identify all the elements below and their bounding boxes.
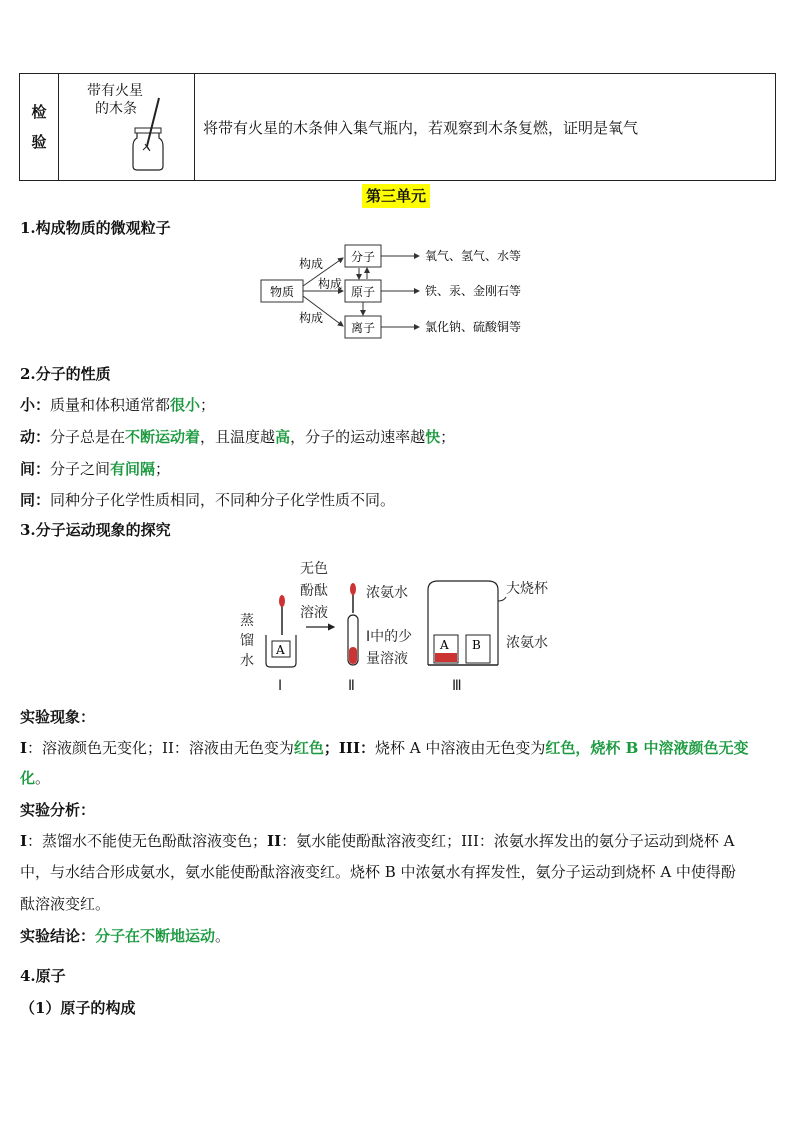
analysis-line3: 酞溶液变红。: [20, 895, 111, 913]
phenomenon-p4: 烧杯 A 中溶液由无色变为: [374, 739, 546, 757]
same-key: 同：: [20, 491, 51, 509]
move-text4: ；: [440, 428, 456, 446]
move-hl1: 不断运动着: [125, 428, 201, 446]
conclusion-line: [20, 926, 230, 946]
big-beaker-label: 大烧杯: [506, 581, 548, 597]
ammonia2-label: 浓氨水: [506, 635, 548, 651]
beaker-b-label: B: [472, 638, 481, 652]
small-amount-1: Ⅰ中的少: [366, 629, 413, 645]
section4-title: 4.原子: [20, 967, 66, 985]
small-hl1: 很小: [170, 396, 201, 414]
beaker-a-label-2: A: [440, 638, 449, 652]
colorless-1: 无色: [300, 561, 328, 577]
check-label-char-2: 验: [31, 133, 47, 151]
small-text1: 质量和体积通常都: [50, 396, 171, 414]
particle-diagram: [255, 240, 555, 345]
phenomenon-line1: [20, 738, 748, 758]
check-description: 将带有火星的木条伸入集气瓶内，若观察到木条复燃，证明是氧气: [195, 74, 776, 181]
analysis-line1: [20, 831, 734, 851]
section4-sub: （1）原子的构成: [20, 999, 136, 1017]
move-hl3: 快: [425, 428, 441, 446]
property-gap: [20, 459, 170, 479]
phenomenon-title: 实验现象：: [20, 708, 96, 726]
property-move: [20, 427, 455, 447]
analysis-line2: 中，与水结合形成氨水，氨水能使酚酞溶液变红。烧杯 B 中浓氨水有挥发性，氨分子运动到烧杯 A 中使得酚: [20, 863, 736, 881]
phenomenon-p5: 。: [35, 769, 51, 787]
ion-label: 离子: [350, 321, 376, 335]
distilled-3: 水: [240, 653, 254, 669]
move-hl2: 高: [275, 428, 291, 446]
roman-3: Ⅲ: [452, 678, 462, 694]
experiment-figure: [230, 555, 570, 700]
check-label-char-1: 检: [31, 103, 47, 121]
distilled-2: 馏: [240, 633, 254, 649]
gap-text1: 分子之间: [50, 460, 111, 478]
gas-bottle-icon: [59, 74, 194, 182]
unit-title: 第三单元: [362, 184, 430, 208]
compose-label-2: 构成: [318, 277, 343, 291]
analysis-l1a: I: [20, 832, 28, 850]
roman-2: Ⅱ: [348, 678, 355, 694]
move-key: 动：: [20, 428, 51, 446]
property-small: [20, 395, 215, 415]
dropper-2-icon: [350, 583, 356, 595]
analysis-l1c: II: [267, 832, 282, 850]
caption-line1: 带有火星: [87, 83, 143, 99]
roman-1: Ⅰ: [278, 678, 283, 694]
same-text1: 同种分子化学性质相同，不同种分子化学性质不同。: [50, 491, 396, 509]
check-label-cell: [20, 74, 59, 181]
phenomenon-hl1: 红色: [293, 739, 324, 757]
move-text2: ，且温度越: [200, 428, 276, 446]
phenomenon-line2: [20, 768, 50, 788]
check-table: [19, 73, 776, 181]
section1-title: 1.构成物质的微观粒子: [20, 219, 171, 237]
check-image-cell: [59, 74, 195, 181]
phenomenon-p1: I: [20, 739, 28, 757]
analysis-l1b: ：蒸馏水不能使无色酚酞溶液变色；: [27, 832, 268, 850]
ammonia-label: 浓氨水: [366, 585, 408, 601]
compose-label-1: 构成: [299, 257, 324, 271]
substance-label: 物质: [269, 285, 295, 299]
colorless-2: 酚酞: [300, 583, 328, 599]
dropper-1-icon: [279, 595, 285, 607]
ion-examples: 氯化钠、硫酸铜等: [425, 320, 522, 334]
small-text2: ；: [200, 396, 216, 414]
colorless-3: 溶液: [300, 605, 328, 621]
conclusion-end: 。: [215, 927, 231, 945]
atom-label: 原子: [350, 285, 376, 299]
gap-key: 间：: [20, 460, 51, 478]
section3-title: 3.分子运动现象的探究: [20, 521, 171, 539]
conclusion-title: 实验结论：: [20, 927, 96, 945]
section2-title: 2.分子的性质: [20, 365, 111, 383]
phenomenon-hl3: 化: [20, 769, 36, 787]
atom-examples: 铁、汞、金刚石等: [425, 284, 522, 298]
small-key: 小：: [20, 396, 51, 414]
phenomenon-p3: ；III：: [323, 739, 375, 757]
gap-hl1: 有间隔: [110, 460, 156, 478]
property-same: [20, 490, 395, 510]
move-text3: ，分子的运动速率越: [290, 428, 426, 446]
small-amount-2: 量溶液: [366, 651, 408, 667]
move-text1: 分子总是在: [50, 428, 126, 446]
distilled-1: 蒸: [240, 613, 254, 629]
caption-line2: 的木条: [95, 101, 137, 117]
phenomenon-p2: ：溶液颜色无变化；II：溶液由无色变为: [27, 739, 294, 757]
phenomenon-hl2: 红色，烧杯 B 中溶液颜色无变: [545, 739, 749, 757]
conclusion-text: 分子在不断地运动: [95, 927, 216, 945]
beaker-a-label-1: A: [276, 643, 285, 657]
molecule-label: 分子: [350, 250, 376, 264]
gap-text2: ；: [155, 460, 171, 478]
molecule-examples: 氧气、氢气、水等: [425, 249, 522, 263]
analysis-l1d: ：氨水能使酚酞溶液变红；III：浓氨水挥发出的氨分子运动到烧杯 A: [281, 832, 735, 850]
compose-label-3: 构成: [299, 311, 324, 325]
analysis-title: 实验分析：: [20, 801, 96, 819]
